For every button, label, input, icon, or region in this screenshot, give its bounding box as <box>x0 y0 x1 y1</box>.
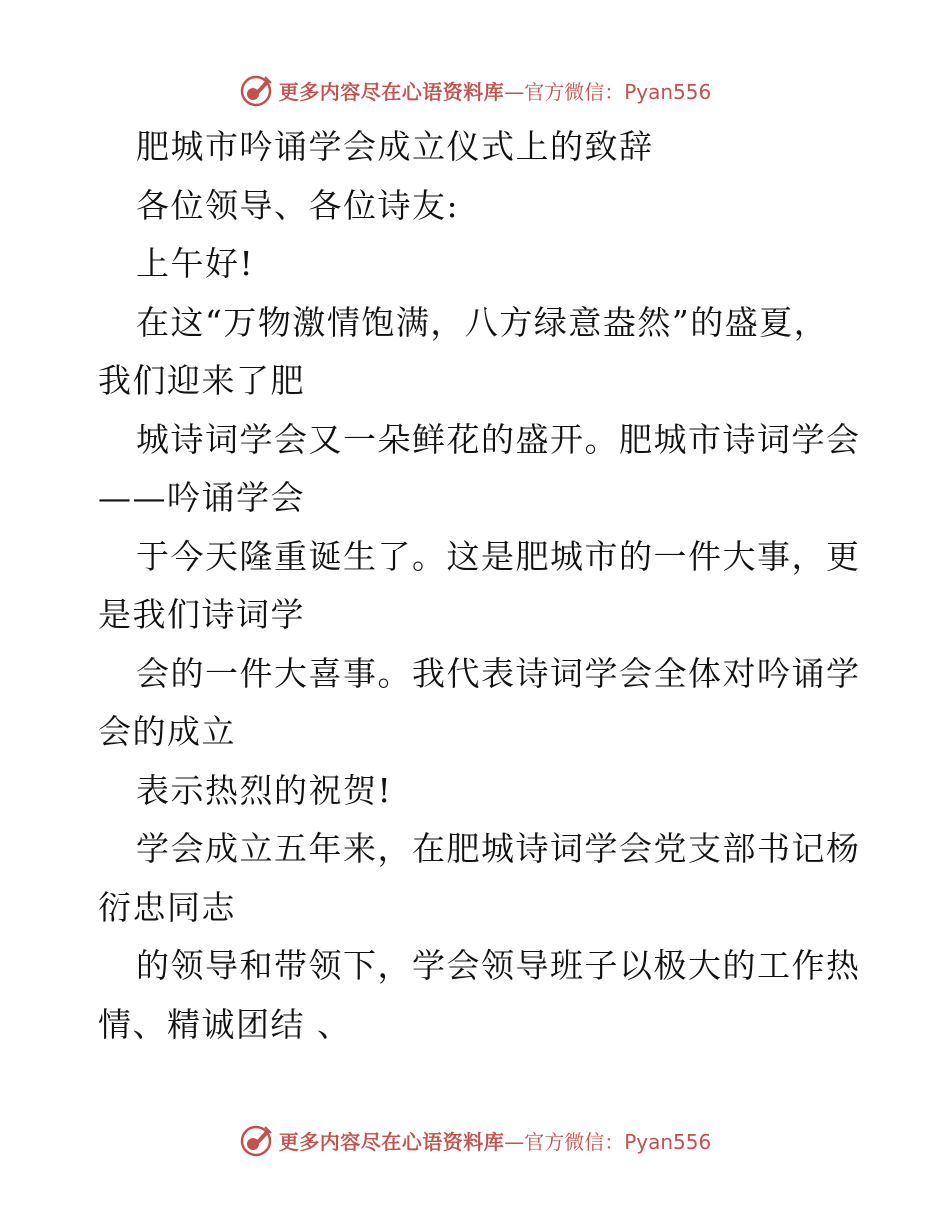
text-line: 会的一件大喜事。我代表诗词学会全体对吟诵学 <box>136 653 861 693</box>
text-line: 的领导和带领下，学会领导班子以极大的工作热 <box>136 946 861 985</box>
greeting: 上午好! <box>136 244 255 283</box>
text-line: 城诗词学会又一朵鲜花的盛开。肥城市诗词学会 <box>136 419 861 459</box>
text-line: 是我们诗词学 <box>98 595 305 634</box>
text-line: 衍忠同志 <box>98 887 236 927</box>
quill-pen-logo-icon <box>239 73 273 107</box>
header-banner <box>0 70 950 110</box>
text-line: 会的成立 <box>98 712 236 751</box>
quill-pen-logo-icon <box>239 1123 273 1157</box>
text-line: 于今天隆重诞生了。这是肥城市的一件大事，更 <box>136 536 861 576</box>
salutation: 各位领导、各位诗友: <box>136 185 460 225</box>
text-line: ——吟诵学会 <box>98 478 305 517</box>
document-title: 肥城市吟诵学会成立仪式上的致辞 <box>136 127 654 166</box>
text-line: 学会成立五年来，在肥城诗词学会党支部书记杨 <box>136 829 861 868</box>
text-line: 在这“万物激情饱满，八方绿意盎然”的盛夏， <box>136 302 829 342</box>
text-line: 情、精诚团结 、 <box>98 1004 352 1044</box>
banner-main-text: 更多内容尽在心语资料库 <box>278 79 505 104</box>
banner-wechat-text: —官方微信：Pyan556 <box>504 79 712 104</box>
text-line: 我们迎来了肥 <box>98 361 305 400</box>
text-line: 表示热烈的祝贺! <box>136 770 393 810</box>
footer-banner <box>0 1120 950 1160</box>
banner-main-text: 更多内容尽在心语资料库 <box>278 1129 505 1154</box>
document-body <box>98 118 861 1054</box>
banner-wechat-text: —官方微信：Pyan556 <box>504 1129 712 1154</box>
